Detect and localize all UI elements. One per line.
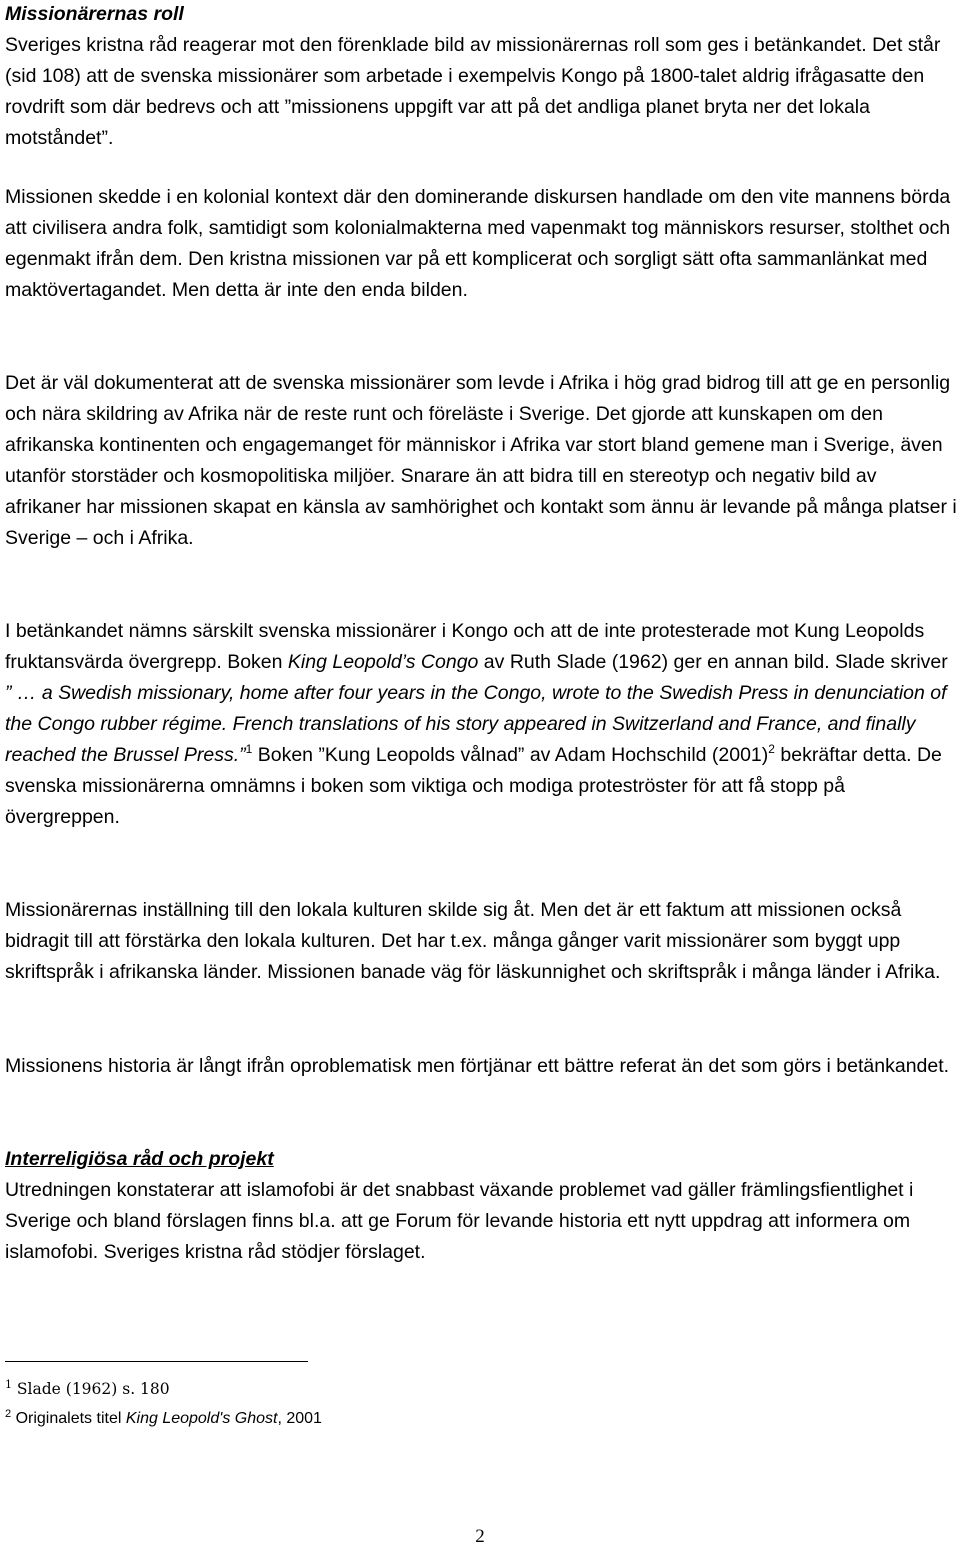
paragraph-documented-container [5,368,957,554]
kongo-text-1: I betänkandet nämns särskilt svenska missionärer i Kongo och att de inte protesterade mot Kung Leopolds fruktansvärda övergrepp. Boken [5,620,925,673]
paragraph-documented: Det är väl dokumenterat att de svenska missionärer som levde i Afrika i hög grad bidrog till att ge en personlig och nära skildring av Afrika när de reste runt och föreläste i Sverige. Det gjorde att kunskapen om den afrikanska kontinenten och engagemanget för människor i Afrika var stort bland gemene man i Sverige, även utanför storstäder och kosmopolitiska miljöer. Snarare än att bidra till en stereotyp och negativ bild av afrikaner har missionen skapat en känsla av samhörighet och kontakt som ännu är levande på många platser i Sverige – och i Afrika. [5,372,957,549]
footnotes [5,1374,705,1434]
footnote-1 [5,1374,705,1404]
paragraph-history-container [5,1051,957,1082]
paragraph-colonial-container [5,182,957,306]
footnote-2-text-before: Originalets titel [11,1410,126,1427]
kongo-text-2: av Ruth Slade (1962) ger en annan bild. Slade skriver [478,651,948,673]
kongo-text-4: bekräftar detta. De svenska missionärerna omnämns i boken som viktiga och modiga proteströster för att få stopp på övergreppen. [5,744,942,828]
footnote-2-mark: 2 [5,1408,12,1420]
footnote-1-mark: 1 [5,1378,12,1391]
footnote-ref-2[interactable]: 2 [768,742,775,756]
paragraph-colonial: Missionen skedde i en kolonial kontext där den dominerande diskursen handlade om den vite mannens börda att civilisera andra folk, samtidigt som kolonialmakterna med vapenmakt tog människors resurser, stolthet och egenmakt ifrån dem. Den kristna missionen var på ett komplicerat och sorgligt sätt ofta sammanlänkat med maktövertagandet. Men detta är inte den enda bilden. [5,186,951,301]
section-heading-interreligious: Interreligiösa råd och projekt [5,1148,274,1170]
slade-quote: ” … a Swedish missionary, home after four years in the Congo, wrote to the Swedish Press in denunciation of the Congo rubber régime. French translations of his story appeared in Switzerland and France, and finally reached the Brussel Press.” [5,682,947,766]
book-title-king-leopolds-congo: King Leopold’s Congo [287,651,479,673]
paragraph-intro: Sveriges kristna råd reagerar mot den förenklade bild av missionärernas roll som ges i betänkandet. Det står (sid 108) att de svenska missionärer som arbetade i exempelvis Kongo på 1800-talet aldrig ifrågasatte den rovdrift som där bedrevs och att ”missionens uppgift var att på det andliga planet bryta ner det lokala motståndet”. [5,34,941,149]
footnote-2-title: King Leopold's Ghost [125,1410,278,1427]
paragraph-kongo [5,616,957,833]
footnote-1-text: Slade (1962) s. 180 [12,1380,170,1398]
paragraph-history: Missionens historia är långt ifrån oproblematisk men förtjänar ett bättre referat än det som görs i betänkandet. [5,1055,950,1077]
section-interreligious [5,1144,957,1268]
paragraph-kongo-container [5,616,957,833]
section-heading-missionaries: Missionärernas roll [5,3,184,25]
footnote-divider [5,1361,308,1362]
paragraph-culture-container [5,895,957,988]
footnote-ref-1[interactable]: 1 [245,742,253,756]
paragraph-culture: Missionärernas inställning till den lokala kulturen skilde sig åt. Men det är ett faktum att missionen också bidragit till att förstärka den lokala kulturen. Det har t.ex. många gånger varit missionärer som byggt upp skriftspråk i afrikanska länder. Missionen banade väg för läskunnighet och skriftspråk i många länder i Afrika. [5,899,941,983]
footnote-2 [5,1404,705,1434]
page-number: 2 [475,1526,485,1547]
footnote-2-text-after: , 2001 [277,1410,322,1427]
paragraph-interreligious: Utredningen konstaterar att islamofobi är det snabbast växande problemet vad gäller främlingsfientlighet i Sverige och bland förslagen finns bl.a. att ge Forum för levande historia ett nytt uppdrag att informera om islamofobi. Sveriges kristna råd stödjer förslaget. [5,1179,914,1263]
section-missionaries-intro [5,0,957,154]
kongo-text-3: Boken ”Kung Leopolds vålnad” av Adam Hochschild (2001) [252,744,769,766]
